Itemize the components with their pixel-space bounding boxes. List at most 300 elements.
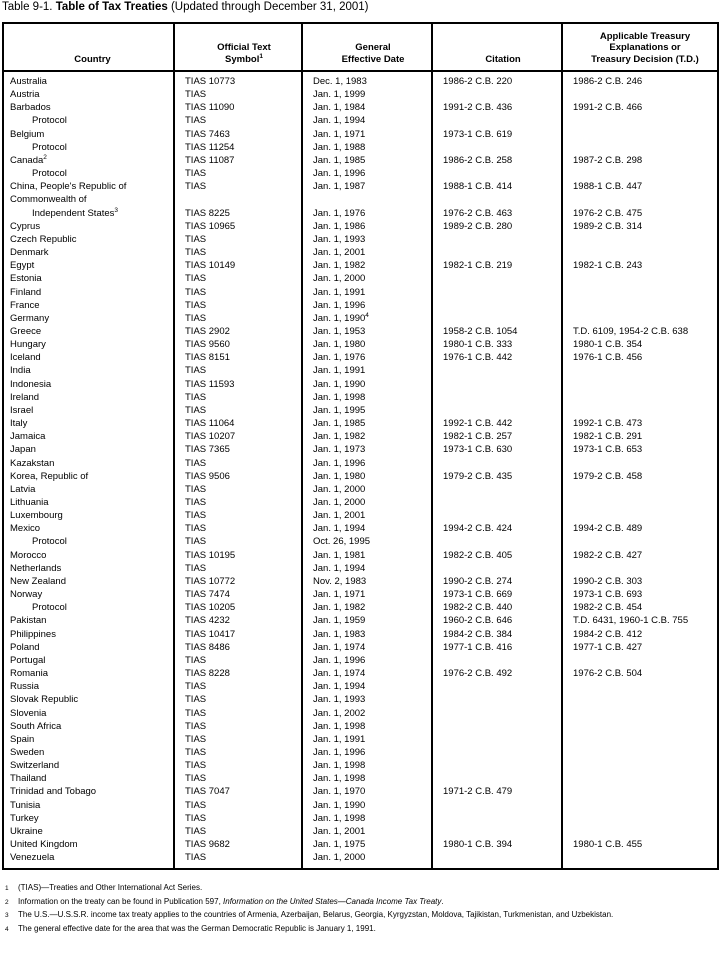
citation-cell: 1976-2 C.B. 463: [443, 207, 513, 219]
citation-cell: [433, 746, 563, 759]
official-text-symbol-cell: TIAS: [185, 181, 207, 193]
effective-date-cell: Jan. 1, 1991: [313, 365, 366, 377]
table-header-row: [4, 24, 717, 72]
citation-cell: [433, 364, 563, 377]
effective-date-cell: Jan. 1, 1996: [313, 746, 366, 758]
table-row: [4, 75, 717, 88]
table-row: [4, 88, 717, 101]
treasury-explanation-cell: 1984-2 C.B. 412: [573, 628, 643, 640]
treasury-explanation-cell: 1986-2 C.B. 246: [573, 76, 643, 87]
table-row: [4, 851, 717, 864]
official-text-symbol-cell: TIAS: [185, 681, 207, 693]
country-cell: Germany: [10, 312, 50, 324]
header-date-line1: General: [355, 42, 391, 53]
effective-date-cell: Jan. 1, 1976: [313, 352, 366, 364]
table-row: [4, 588, 717, 601]
table-row: [4, 101, 717, 114]
table-row: [4, 799, 717, 812]
citation-cell: 1982-1 C.B. 257: [443, 431, 513, 443]
table-row: [4, 601, 717, 614]
official-text-symbol-cell: TIAS: [185, 168, 207, 180]
effective-date-cell: Jan. 1, 1971: [313, 589, 366, 601]
official-text-symbol-cell: TIAS: [185, 760, 207, 772]
table-row: [4, 457, 717, 470]
official-text-symbol-cell: TIAS: [185, 825, 207, 837]
table-row: [4, 772, 717, 785]
footnote-text: (TIAS)—Treaties and Other International Act Series.: [18, 883, 203, 892]
effective-date-cell: Jan. 1, 1993: [313, 694, 366, 706]
country-cell: Czech Republic: [10, 233, 77, 245]
country-cell: Israel: [10, 404, 34, 416]
treasury-explanation-cell: [563, 167, 717, 180]
table-row: [4, 614, 717, 627]
country-cell: Egypt: [10, 260, 35, 272]
treasury-explanation-cell: 1979-2 C.B. 458: [573, 470, 643, 482]
table-row: [4, 733, 717, 746]
footnote-1: [2, 882, 716, 896]
official-text-symbol-cell: TIAS 10149: [185, 260, 236, 272]
country-cell: Iceland: [10, 352, 41, 364]
table-row: [4, 549, 717, 562]
table-row: [4, 693, 717, 706]
effective-date-cell: Jan. 1, 2002: [313, 707, 366, 719]
country-cell: Canada$^2$: [10, 153, 47, 166]
country-cell: Trinidad and Tobago: [10, 786, 97, 798]
country-cell: Commonwealth of: [10, 194, 87, 206]
treasury-explanation-cell: [563, 799, 717, 812]
official-text-symbol-cell: TIAS: [185, 404, 207, 416]
table-row: [4, 470, 717, 483]
official-text-symbol-cell: TIAS 10195: [185, 549, 236, 561]
header-td-line3: Treasury Decision (T.D.): [591, 53, 699, 65]
table-row: [4, 364, 717, 377]
citation-cell: 1990-2 C.B. 274: [443, 575, 513, 587]
effective-date-cell: Jan. 1, 1996: [313, 654, 366, 666]
effective-date-cell: Jan. 1, 1998: [313, 773, 366, 785]
table-row: [4, 641, 717, 654]
effective-date-cell: Jan. 1, 1976: [313, 207, 366, 219]
effective-date-cell: Jan. 1, 1995: [313, 404, 366, 416]
table-row: [4, 180, 717, 193]
official-text-symbol-cell: TIAS 8228: [185, 668, 230, 680]
effective-date-cell: Jan. 1, 2000: [313, 852, 366, 864]
country-cell: Tunisia: [10, 799, 41, 811]
footnote-3: [2, 909, 716, 923]
table-row: [4, 680, 717, 693]
citation-cell: [433, 851, 563, 864]
citation-cell: [433, 404, 563, 417]
footnote-text: The U.S.—U.S.S.R. income tax treaty applies to the countries of Armenia, Azerbaijan, Belarus, Georgia, Kyrgyzstan, Moldova, Tajikistan, Turkmenistan, and Uzbekistan.: [18, 910, 614, 920]
effective-date-cell: Jan. 1, 1985: [313, 418, 366, 430]
header-country-label: Country: [74, 53, 111, 65]
treasury-explanation-cell: [563, 535, 717, 548]
treasury-explanation-cell: 1982-1 C.B. 243: [573, 260, 643, 272]
table-body: [4, 72, 717, 868]
effective-date-cell: Jan. 1, 1974: [313, 641, 366, 653]
citation-cell: 1992-1 C.B. 442: [443, 418, 513, 430]
citation-cell: 1988-1 C.B. 414: [443, 181, 513, 193]
table-title-suffix: (Updated through December 31, 2001): [167, 1, 369, 13]
official-text-symbol-cell: TIAS 10207: [185, 431, 236, 443]
country-cell: Switzerland: [10, 760, 60, 772]
citation-cell: 1977-1 C.B. 416: [443, 641, 513, 653]
treasury-explanation-cell: [563, 364, 717, 377]
country-cell: Italy: [10, 418, 28, 430]
citation-cell: 1960-2 C.B. 646: [443, 615, 513, 627]
treasury-explanation-cell: [563, 759, 717, 772]
treasury-explanation-cell: 1977-1 C.B. 427: [573, 641, 643, 653]
citation-cell: 1976-2 C.B. 492: [443, 668, 513, 680]
treasury-explanation-cell: T.D. 6431, 1960-1 C.B. 755: [573, 615, 689, 627]
country-cell: Netherlands: [10, 562, 62, 574]
table-row: [4, 391, 717, 404]
effective-date-cell: Jan. 1, 1953: [313, 325, 366, 337]
country-cell: Independent States$^3$: [32, 206, 119, 219]
effective-date-cell: Jan. 1, 1998: [313, 760, 366, 772]
footnote-2: [2, 896, 716, 910]
official-text-symbol-cell: TIAS: [185, 707, 207, 719]
treasury-explanation-cell: 1990-2 C.B. 303: [573, 575, 643, 587]
table-row: [4, 430, 717, 443]
official-text-symbol-cell: TIAS 11593: [185, 378, 235, 390]
effective-date-cell: Jan. 1, 1985: [313, 154, 366, 166]
effective-date-cell: Jan. 1, 1994: [313, 562, 366, 574]
footnotes: [2, 882, 716, 936]
header-td-line2: Explanations or: [609, 42, 681, 53]
country-cell: Australia: [10, 76, 47, 87]
effective-date-cell: Jan. 1, 2000: [313, 483, 366, 495]
column-divider: [431, 24, 433, 868]
effective-date-cell: Jan. 1, 1996: [313, 299, 366, 311]
treasury-explanation-cell: [563, 483, 717, 496]
country-cell: Denmark: [10, 247, 49, 259]
treasury-explanation-cell: 1976-2 C.B. 504: [573, 668, 643, 680]
citation-cell: [433, 562, 563, 575]
table-row: [4, 535, 717, 548]
treasury-explanation-cell: [563, 114, 717, 127]
country-cell: Kazakstan: [10, 457, 55, 469]
citation-cell: 1973-1 C.B. 669: [443, 589, 513, 601]
footnote-ref-3: 3: [114, 206, 119, 214]
country-cell: India: [10, 365, 31, 377]
citation-cell: [433, 759, 563, 772]
footnote-ref-1: 1: [259, 52, 263, 60]
effective-date-cell: Jan. 1, 1980: [313, 339, 366, 351]
table-row: [4, 720, 717, 733]
header-symbol-line1: Official Text: [217, 42, 271, 53]
effective-date-cell: Jan. 1, 1984: [313, 102, 366, 114]
footnote-ref-4: 4: [365, 311, 369, 319]
effective-date-cell: Jan. 1, 1990: [313, 799, 366, 811]
official-text-symbol-cell: TIAS 11087: [185, 154, 235, 166]
citation-cell: [433, 378, 563, 391]
effective-date-cell: Jan. 1, 1987: [313, 181, 366, 193]
effective-date-cell: Jan. 1, 1959: [313, 615, 366, 627]
effective-date-cell: Jan. 1, 1994: [313, 115, 366, 127]
table-row: [4, 286, 717, 299]
official-text-symbol-cell: TIAS: [185, 391, 207, 403]
citation-cell: [433, 733, 563, 746]
country-cell: Estonia: [10, 273, 42, 285]
citation-cell: 1971-2 C.B. 479: [443, 786, 513, 798]
tax-treaties-table: [2, 22, 719, 870]
effective-date-cell: Dec. 1, 1983: [313, 76, 367, 87]
table-row: [4, 207, 717, 220]
citation-cell: 1980-1 C.B. 333: [443, 339, 513, 351]
citation-cell: [433, 246, 563, 259]
country-cell: Protocol: [32, 141, 67, 153]
official-text-symbol-cell: TIAS: [185, 299, 207, 311]
treasury-explanation-cell: [563, 299, 717, 312]
country-cell: Greece: [10, 325, 42, 337]
country-cell: Lithuania: [10, 497, 49, 508]
header-country: [4, 24, 175, 70]
effective-date-cell: Jan. 1, 1990: [313, 378, 366, 390]
treasury-explanation-cell: [563, 851, 717, 864]
effective-date-cell: Jan. 1, 1993: [313, 233, 366, 245]
table-row: [4, 233, 717, 246]
treasury-explanation-cell: [563, 812, 717, 825]
effective-date-cell: Jan. 1, 1996: [313, 168, 366, 180]
official-text-symbol-cell: TIAS: [185, 852, 207, 864]
table-row: [4, 246, 717, 259]
official-text-symbol-cell: TIAS 9560: [185, 339, 230, 351]
treasury-explanation-cell: [563, 457, 717, 470]
table-title-bold: Table of Tax Treaties: [55, 1, 168, 13]
citation-cell: 1982-1 C.B. 219: [443, 260, 513, 272]
official-text-symbol-cell: TIAS: [185, 812, 207, 824]
official-text-symbol-cell: [175, 193, 303, 206]
treasury-explanation-cell: [563, 378, 717, 391]
table-grid: [4, 24, 717, 868]
citation-cell: [433, 391, 563, 404]
citation-cell: [433, 509, 563, 522]
treasury-explanation-cell: [563, 693, 717, 706]
table-row: [4, 338, 717, 351]
table-row: [4, 759, 717, 772]
official-text-symbol-cell: TIAS 7047: [185, 786, 230, 798]
effective-date-cell: Jan. 1, 1980: [313, 470, 366, 482]
citation-cell: [433, 825, 563, 838]
effective-date-cell: [303, 193, 433, 206]
table-row: [4, 522, 717, 535]
treasury-explanation-cell: 1976-2 C.B. 475: [573, 207, 643, 219]
treasury-explanation-cell: 1982-2 C.B. 454: [573, 602, 643, 614]
treasury-explanation-cell: [563, 562, 717, 575]
official-text-symbol-cell: TIAS 10773: [185, 76, 236, 87]
table-row: [4, 351, 717, 364]
official-text-symbol-cell: TIAS: [185, 523, 207, 535]
header-citation-label: Citation: [485, 53, 521, 65]
effective-date-cell: Jan. 1, 1982: [313, 431, 366, 443]
official-text-symbol-cell: TIAS 8486: [185, 641, 230, 653]
official-text-symbol-cell: TIAS: [185, 273, 207, 285]
official-text-symbol-cell: TIAS: [185, 720, 207, 732]
country-cell: New Zealand: [10, 575, 66, 587]
citation-cell: 1979-2 C.B. 435: [443, 470, 513, 482]
citation-cell: 1989-2 C.B. 280: [443, 220, 513, 232]
table-row: [4, 443, 717, 456]
country-cell: Jamaica: [10, 431, 46, 443]
citation-cell: 1980-1 C.B. 394: [443, 839, 513, 851]
country-cell: South Africa: [10, 720, 62, 732]
country-cell: Philippines: [10, 628, 56, 640]
treasury-explanation-cell: 1991-2 C.B. 466: [573, 102, 643, 114]
effective-date-cell: Jan. 1, 1991: [313, 286, 366, 298]
citation-cell: [433, 772, 563, 785]
table-row: [4, 667, 717, 680]
table-row: [4, 312, 717, 325]
footnote-ref-2: 2: [43, 153, 47, 161]
official-text-symbol-cell: TIAS 10772: [185, 575, 236, 587]
official-text-symbol-cell: TIAS: [185, 286, 207, 298]
treasury-explanation-cell: [563, 654, 717, 667]
treasury-explanation-cell: [563, 312, 717, 325]
official-text-symbol-cell: TIAS 2902: [185, 325, 230, 337]
country-cell: Turkey: [10, 812, 39, 824]
column-divider: [301, 24, 303, 868]
table-row: [4, 483, 717, 496]
official-text-symbol-cell: TIAS: [185, 799, 207, 811]
country-cell: Protocol: [32, 115, 67, 127]
header-symbol-line2: Symbol: [225, 53, 260, 65]
effective-date-cell: Jan. 1, 1982: [313, 602, 366, 614]
effective-date-cell: Jan. 1, 1986: [313, 220, 366, 232]
effective-date-cell: Jan. 1, 1996: [313, 457, 366, 469]
treasury-explanation-cell: [563, 746, 717, 759]
table-row: [4, 141, 717, 154]
citation-cell: [433, 114, 563, 127]
country-cell: Poland: [10, 641, 40, 653]
country-cell: Russia: [10, 681, 40, 693]
table-row: [4, 575, 717, 588]
table-row: [4, 812, 717, 825]
country-cell: Slovenia: [10, 707, 47, 719]
citation-cell: [433, 535, 563, 548]
effective-date-cell: Jan. 1, 1998: [313, 391, 366, 403]
footnote-4: [2, 923, 716, 937]
country-cell: Indonesia: [10, 378, 52, 390]
header-treasury-explanations: [563, 24, 717, 70]
official-text-symbol-cell: TIAS 11254: [185, 141, 235, 153]
treasury-explanation-cell: [563, 193, 717, 206]
country-cell: Austria: [10, 89, 40, 101]
official-text-symbol-cell: TIAS: [185, 654, 207, 666]
official-text-symbol-cell: TIAS 4232: [185, 615, 230, 627]
official-text-symbol-cell: TIAS: [185, 365, 207, 377]
table-row: [4, 220, 717, 233]
table-row: [4, 628, 717, 641]
table-row: [4, 272, 717, 285]
official-text-symbol-cell: TIAS: [185, 497, 207, 508]
country-cell: Ukraine: [10, 825, 43, 837]
country-cell: Protocol: [32, 168, 67, 180]
table-row: [4, 746, 717, 759]
treasury-explanation-cell: [563, 825, 717, 838]
effective-date-cell: Jan. 1, 1981: [313, 549, 366, 561]
header-official-text-symbol: [175, 24, 303, 70]
effective-date-cell: Jan. 1, 1999: [313, 89, 366, 101]
citation-cell: 1986-2 C.B. 258: [443, 154, 513, 166]
treasury-explanation-cell: [563, 128, 717, 141]
citation-cell: [433, 693, 563, 706]
table-row: [4, 128, 717, 141]
citation-cell: [433, 88, 563, 101]
effective-date-cell: Jan. 1, 2000: [313, 273, 366, 285]
treasury-explanation-cell: 1989-2 C.B. 314: [573, 220, 643, 232]
effective-date-cell: Jan. 1, 1990$^4$: [313, 311, 369, 324]
effective-date-cell: Jan. 1, 2001: [313, 825, 366, 837]
treasury-explanation-cell: [563, 733, 717, 746]
official-text-symbol-cell: TIAS: [185, 773, 207, 785]
effective-date-cell: Jan. 1, 1970: [313, 786, 366, 798]
citation-cell: [433, 812, 563, 825]
treasury-explanation-cell: 1987-2 C.B. 298: [573, 154, 643, 166]
country-cell: Sweden: [10, 746, 45, 758]
column-divider: [173, 24, 175, 868]
effective-date-cell: Jan. 1, 2001: [313, 510, 366, 522]
country-cell: Portugal: [10, 654, 46, 666]
table-row: [4, 838, 717, 851]
header-general-effective-date: [303, 24, 433, 70]
footnote-number: 2: [5, 898, 9, 906]
citation-cell: 1984-2 C.B. 384: [443, 628, 513, 640]
treasury-explanation-cell: 1992-1 C.B. 473: [573, 418, 643, 430]
treasury-explanation-cell: [563, 496, 717, 509]
table-number: Table 9-1.: [2, 1, 56, 13]
citation-cell: [433, 286, 563, 299]
citation-cell: 1973-1 C.B. 619: [443, 128, 513, 140]
effective-date-cell: Nov. 2, 1983: [313, 575, 367, 587]
official-text-symbol-cell: TIAS: [185, 233, 207, 245]
official-text-symbol-cell: TIAS: [185, 89, 207, 101]
country-cell: France: [10, 299, 40, 311]
official-text-symbol-cell: TIAS: [185, 694, 207, 706]
citation-cell: 1991-2 C.B. 436: [443, 102, 513, 114]
treasury-explanation-cell: [563, 272, 717, 285]
treasury-explanation-cell: [563, 707, 717, 720]
effective-date-cell: Jan. 1, 2000: [313, 497, 366, 508]
treasury-explanation-cell: [563, 509, 717, 522]
official-text-symbol-cell: TIAS 8151: [185, 352, 230, 364]
treasury-explanation-cell: [563, 772, 717, 785]
page-title: [2, 1, 369, 13]
treasury-explanation-cell: [563, 720, 717, 733]
country-cell: Protocol: [32, 602, 67, 614]
treasury-explanation-cell: 1982-1 C.B. 291: [573, 431, 643, 443]
table-row: [4, 114, 717, 127]
treasury-explanation-cell: 1980-1 C.B. 354: [573, 339, 643, 351]
table-row: [4, 707, 717, 720]
citation-cell: [433, 299, 563, 312]
citation-cell: [433, 193, 563, 206]
treasury-explanation-cell: 1982-2 C.B. 427: [573, 549, 643, 561]
treasury-explanation-cell: [563, 391, 717, 404]
footnote-text: The general effective date for the area that was the German Democratic Republic is January 1, 1991.: [18, 923, 376, 933]
table-row: [4, 404, 717, 417]
citation-cell: [433, 312, 563, 325]
table-row: [4, 154, 717, 167]
country-cell: Slovak Republic: [10, 694, 79, 706]
country-cell: Cyprus: [10, 220, 41, 232]
table-row: [4, 509, 717, 522]
country-cell: Belgium: [10, 128, 45, 140]
table-row: [4, 417, 717, 430]
citation-cell: [433, 141, 563, 154]
citation-cell: [433, 233, 563, 246]
official-text-symbol-cell: TIAS: [185, 733, 207, 745]
table-row: [4, 654, 717, 667]
